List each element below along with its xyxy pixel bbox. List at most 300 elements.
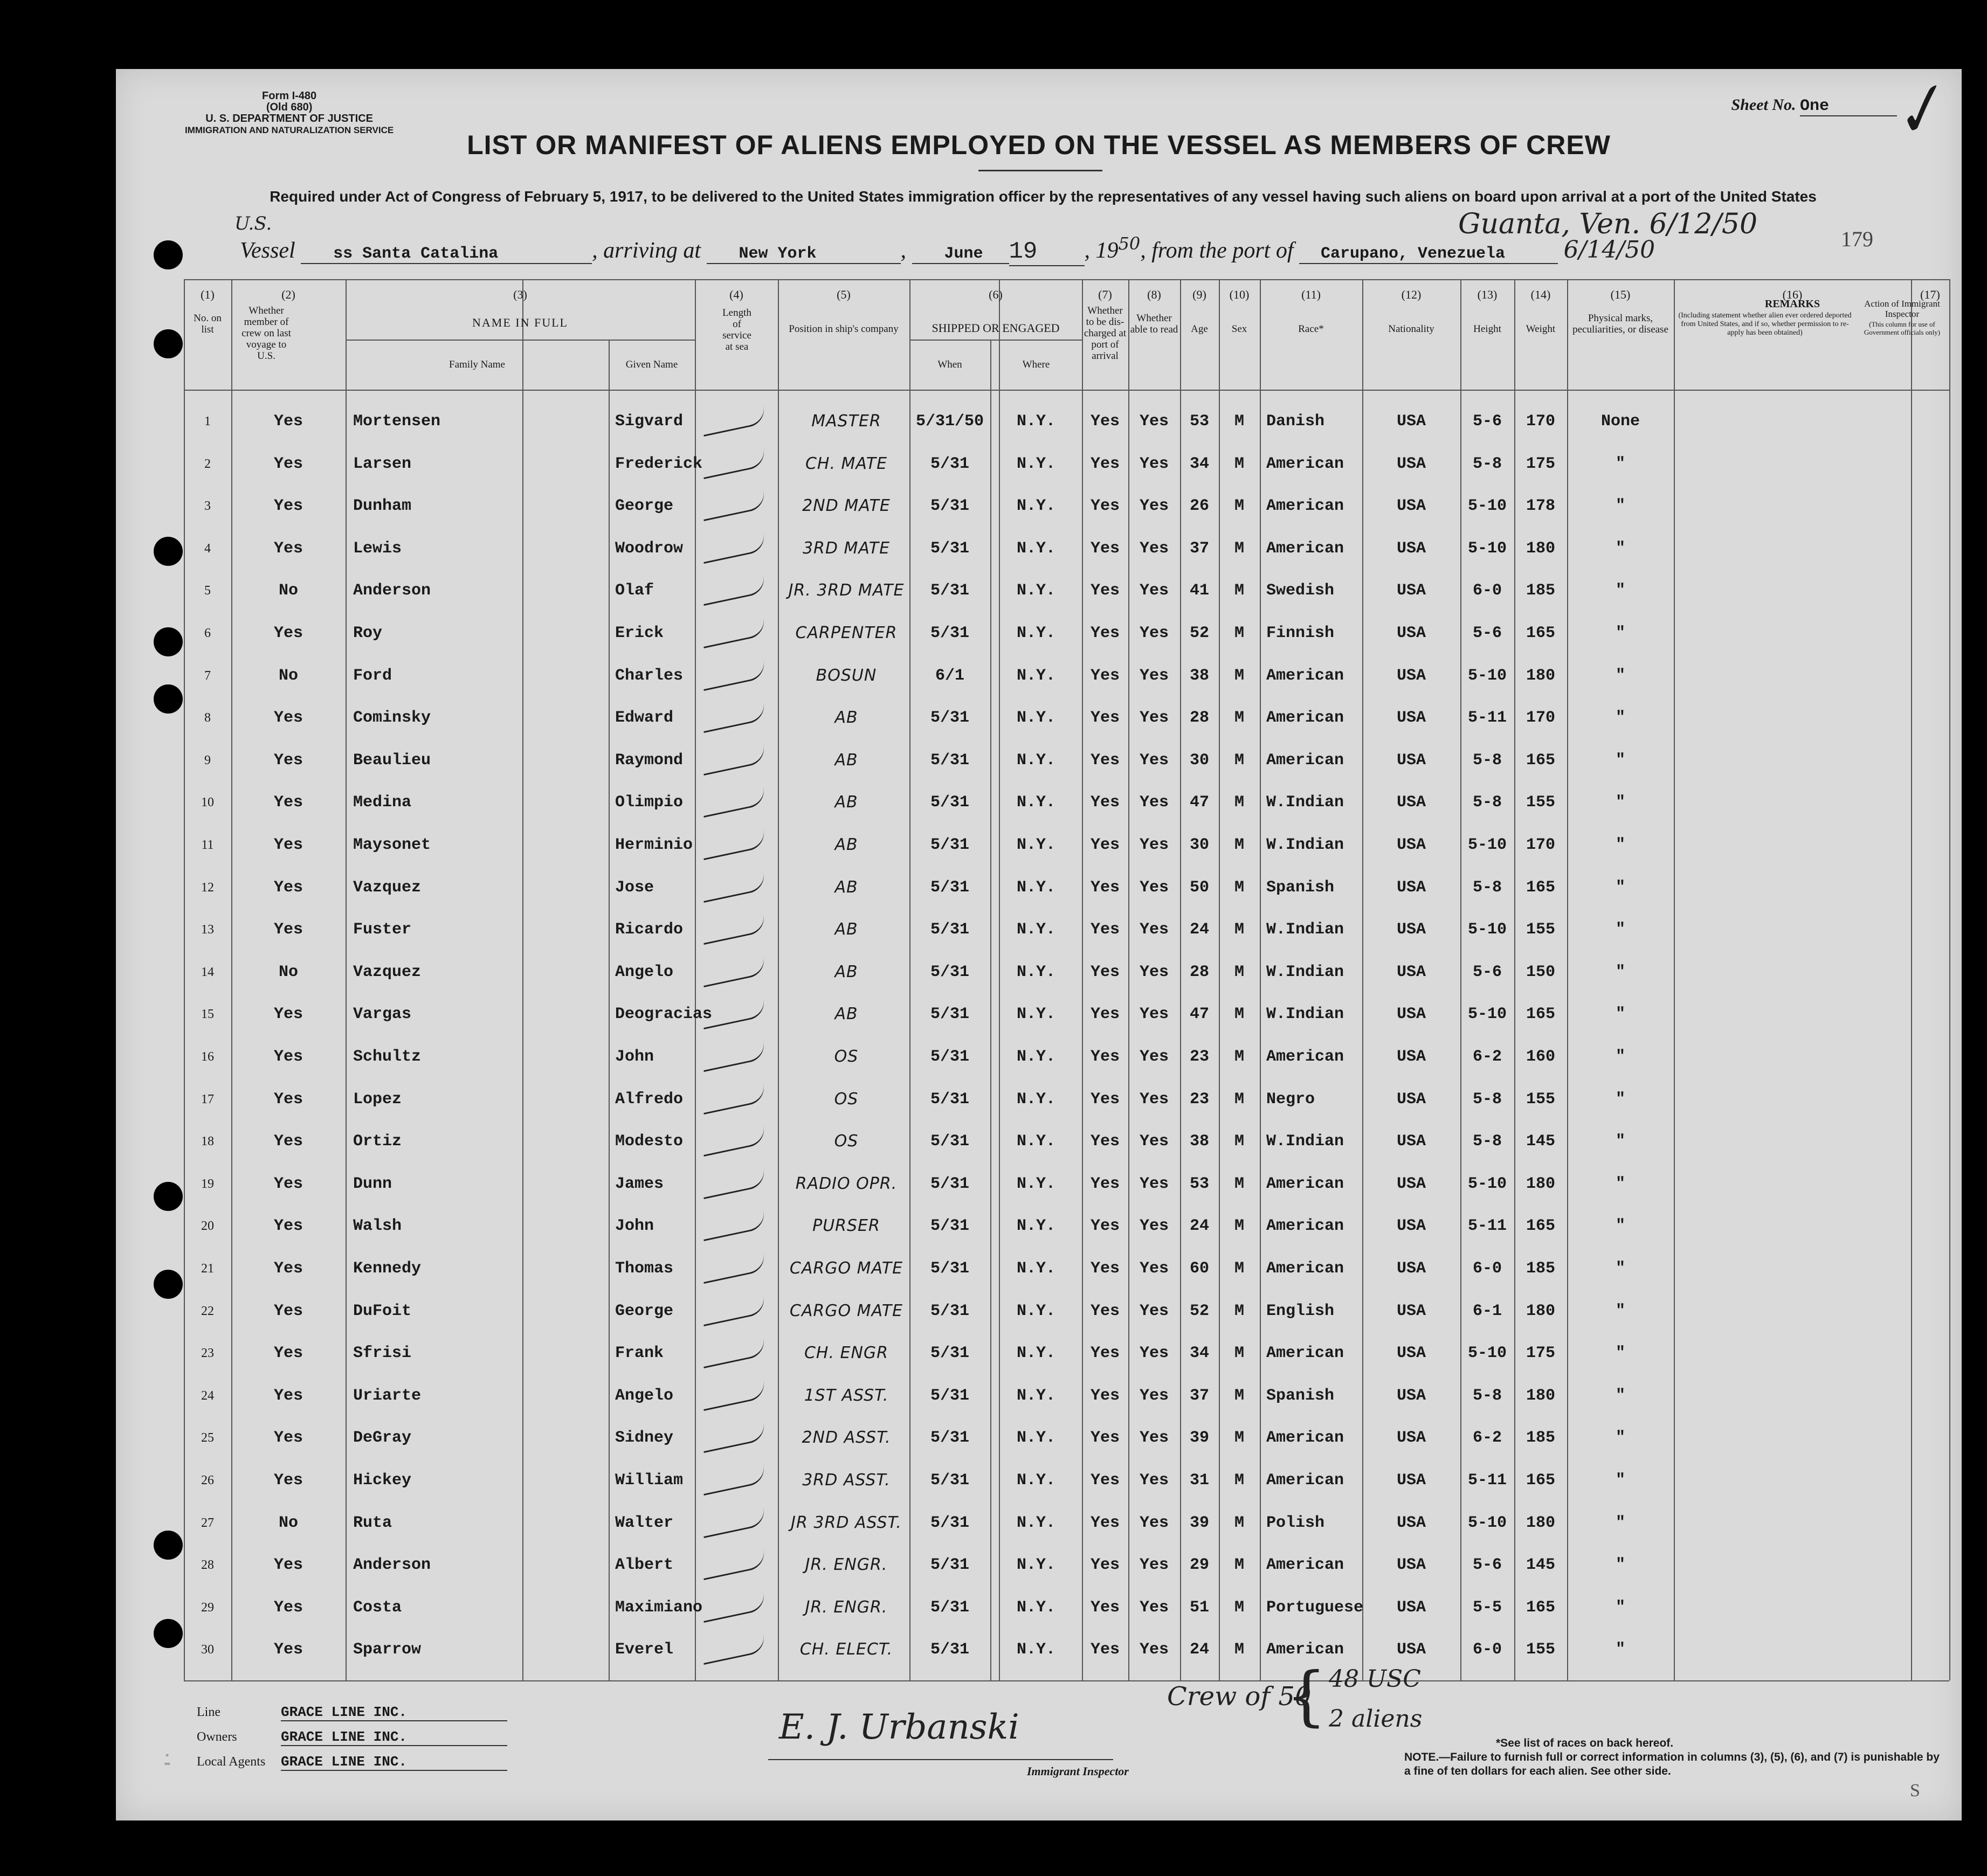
cell-nationality: USA <box>1396 1259 1426 1278</box>
cell-when: 5/31 <box>930 454 969 473</box>
table-row <box>184 612 1949 654</box>
cell-no: 4 <box>204 541 211 556</box>
cell-given: Frederick <box>615 454 703 473</box>
cell-weight: 175 <box>1526 454 1555 473</box>
cell-no: 29 <box>201 1600 214 1615</box>
table-header-rule <box>184 390 1949 391</box>
vessel-line: U.S. Vessel ss Santa Catalina , arriving at New York , June 19 , $19^{50}$, from the port of Carupano, Venezuela 6/14/50 <box>234 213 1655 265</box>
page-subtitle: Required under Act of Congress of February 5, 1917, to be delivered to the United States immigration officer by the representatives of any vessel having such aliens on board upon arrival at a port of the United States <box>270 188 1817 205</box>
cell-given: William <box>615 1471 684 1490</box>
cell-nationality: USA <box>1396 666 1426 685</box>
cell-when: 5/31 <box>930 497 969 516</box>
footer-owners <box>197 1729 507 1746</box>
cell-member: Yes <box>273 878 303 897</box>
cell-given: James <box>615 1174 664 1193</box>
cell-weight: 145 <box>1526 1556 1555 1575</box>
form-number: Form I-480 <box>262 90 317 102</box>
table-row <box>184 1629 1949 1671</box>
cell-member: Yes <box>273 1217 303 1236</box>
cell-height: 5-8 <box>1472 793 1502 812</box>
cell-sex: M <box>1234 1259 1244 1278</box>
table-row <box>184 1417 1949 1459</box>
cell-age: 51 <box>1189 1598 1209 1617</box>
cell-height: 6-2 <box>1472 1429 1502 1448</box>
cell-discharged: Yes <box>1090 793 1120 812</box>
cell-read: Yes <box>1139 1302 1169 1320</box>
cell-weight: 165 <box>1526 1005 1555 1024</box>
cell-discharged: Yes <box>1090 1598 1120 1617</box>
cell-member: Yes <box>273 1259 303 1278</box>
cell-member: Yes <box>273 1429 303 1448</box>
cell-when: 5/31 <box>930 709 969 728</box>
cell-height: 5-10 <box>1467 836 1507 854</box>
cell-weight: 170 <box>1526 836 1555 854</box>
cell-read: Yes <box>1139 624 1169 642</box>
cell-sex: M <box>1234 582 1244 600</box>
year-suffix: 50 <box>1118 233 1141 254</box>
cell-discharged: Yes <box>1090 1259 1120 1278</box>
table-row <box>184 1036 1949 1078</box>
service-tick-mark <box>700 1380 767 1411</box>
cell-physical: " <box>1615 1174 1625 1193</box>
cell-race: American <box>1266 497 1344 516</box>
cell-read: Yes <box>1139 1005 1169 1024</box>
table-row <box>184 739 1949 781</box>
cell-age: 24 <box>1189 1640 1209 1659</box>
cell-sex: M <box>1234 1471 1244 1490</box>
cell-physical: " <box>1615 1048 1625 1066</box>
cell-family: Vazquez <box>353 878 422 897</box>
cell-discharged: Yes <box>1090 836 1120 854</box>
cell-position: 3RD ASST. <box>802 1471 891 1490</box>
cell-sex: M <box>1234 539 1244 558</box>
cell-no: 27 <box>201 1515 214 1530</box>
punch-hole <box>154 537 183 566</box>
cell-where: N.Y. <box>1016 751 1055 770</box>
cell-physical: None <box>1600 412 1640 431</box>
cell-age: 52 <box>1189 624 1209 642</box>
header-when: When <box>937 359 962 370</box>
cell-height: 5-8 <box>1472 454 1502 473</box>
penalty-note: NOTE.—Failure to furnish full or correct information in columns (3), (5), (6), and (7) is punishable by a fine of ten dollars for each alien. See other side. <box>1404 1751 1940 1777</box>
cell-no: 2 <box>204 456 211 471</box>
col-number: (6) <box>989 288 1003 301</box>
cell-discharged: Yes <box>1090 1302 1120 1320</box>
cell-weight: 150 <box>1526 963 1555 981</box>
header-where: Where <box>1022 359 1050 370</box>
cell-given: Erick <box>615 624 664 642</box>
cell-given: Modesto <box>615 1132 684 1151</box>
col-number: (2) <box>281 288 295 301</box>
cell-position: MASTER <box>811 412 881 431</box>
cell-height: 5-10 <box>1467 1344 1507 1363</box>
cell-height: 6-0 <box>1472 582 1502 600</box>
cell-discharged: Yes <box>1090 878 1120 897</box>
cell-position: AB <box>834 1005 858 1024</box>
header-discharged: Whether to be dis-charged at port of arrival <box>1084 305 1127 362</box>
cell-read: Yes <box>1139 454 1169 473</box>
table-row <box>184 485 1949 527</box>
cell-family: Ruta <box>353 1513 392 1532</box>
cell-weight: 185 <box>1526 582 1555 600</box>
table-row <box>184 867 1949 909</box>
cell-height: 5-6 <box>1472 624 1502 642</box>
col-number: (4) <box>729 288 743 301</box>
cell-sex: M <box>1234 1217 1244 1236</box>
cell-no: 14 <box>201 965 214 979</box>
cell-age: 47 <box>1189 1005 1209 1024</box>
cell-position: CH. ELECT. <box>799 1640 893 1659</box>
cell-when: 5/31 <box>930 1005 969 1024</box>
arrival-month: June <box>912 245 1009 264</box>
cell-member: No <box>278 1513 298 1532</box>
cell-age: 23 <box>1189 1048 1209 1066</box>
cell-weight: 145 <box>1526 1132 1555 1151</box>
crew-aliens: 2 aliens <box>1329 1705 1423 1733</box>
table-row <box>184 528 1949 570</box>
cell-age: 60 <box>1189 1259 1209 1278</box>
cell-discharged: Yes <box>1090 1471 1120 1490</box>
vessel-name: ss Santa Catalina <box>301 245 592 264</box>
cell-family: Dunham <box>353 497 412 516</box>
cell-family: Medina <box>353 793 412 812</box>
cell-read: Yes <box>1139 1513 1169 1532</box>
header-whether-member: Whether member of crew on last voyage to U.S. <box>242 305 291 362</box>
table-row <box>184 570 1949 612</box>
cell-read: Yes <box>1139 1090 1169 1109</box>
cell-race: American <box>1266 1217 1344 1236</box>
service-tick-mark <box>700 1041 767 1072</box>
cell-member: Yes <box>273 1556 303 1575</box>
cell-given: Thomas <box>615 1259 674 1278</box>
cell-race: American <box>1266 1429 1344 1448</box>
service-tick-mark <box>700 533 767 564</box>
header-given-name: Given Name <box>625 359 678 370</box>
service-tick-mark <box>700 490 767 521</box>
cell-family: DuFoit <box>353 1302 412 1320</box>
cell-discharged: Yes <box>1090 1217 1120 1236</box>
cell-family: Hickey <box>353 1471 412 1490</box>
owners-value: GRACE LINE INC. <box>281 1729 507 1746</box>
crew-table <box>184 279 1949 1680</box>
cell-discharged: Yes <box>1090 1090 1120 1109</box>
cell-member: Yes <box>273 793 303 812</box>
cell-age: 41 <box>1189 582 1209 600</box>
cell-given: Sigvard <box>615 412 684 431</box>
cell-member: Yes <box>273 539 303 558</box>
cell-discharged: Yes <box>1090 412 1120 431</box>
table-row <box>184 400 1949 442</box>
cell-age: 30 <box>1189 751 1209 770</box>
cell-discharged: Yes <box>1090 624 1120 642</box>
from-date: 6/14/50 <box>1563 236 1655 264</box>
cell-given: Maximiano <box>615 1598 703 1617</box>
cell-height: 5-6 <box>1472 412 1502 431</box>
cell-no: 18 <box>201 1134 214 1149</box>
cell-weight: 170 <box>1526 709 1555 728</box>
cell-sex: M <box>1234 1640 1244 1659</box>
cell-height: 5-10 <box>1467 497 1507 516</box>
cell-race: American <box>1266 1640 1344 1659</box>
cell-position: CARPENTER <box>795 624 898 642</box>
cell-age: 24 <box>1189 920 1209 939</box>
cell-race: Danish <box>1266 412 1325 431</box>
cell-age: 53 <box>1189 412 1209 431</box>
cell-when: 5/31 <box>930 1429 969 1448</box>
table-row <box>184 1120 1949 1162</box>
table-row <box>184 1163 1949 1205</box>
cell-nationality: USA <box>1396 454 1426 473</box>
col-number: (12) <box>1401 288 1422 301</box>
cell-race: American <box>1266 1259 1344 1278</box>
table-row <box>184 1332 1949 1374</box>
cell-read: Yes <box>1139 1259 1169 1278</box>
cell-family: Mortensen <box>353 412 441 431</box>
service-tick-mark <box>700 1634 767 1665</box>
cell-nationality: USA <box>1396 1344 1426 1363</box>
corner-mark: S <box>1910 1781 1920 1801</box>
cell-when: 5/31 <box>930 1174 969 1193</box>
cell-position: AB <box>834 708 858 728</box>
cell-height: 6-0 <box>1472 1640 1502 1659</box>
cell-where: N.Y. <box>1016 963 1055 981</box>
cell-weight: 155 <box>1526 1090 1555 1109</box>
col-number: (9) <box>1192 288 1206 301</box>
cell-where: N.Y. <box>1016 793 1055 812</box>
cell-weight: 185 <box>1526 1259 1555 1278</box>
header-position: Position in ship's company <box>789 323 899 335</box>
cell-when: 5/31 <box>930 1090 969 1109</box>
cell-read: Yes <box>1139 1556 1169 1575</box>
sheet-label: Sheet No. <box>1731 96 1796 114</box>
printer-mark: ▫ ▫▫ <box>164 1750 170 1768</box>
cell-physical: " <box>1615 1302 1625 1320</box>
cell-family: Cominsky <box>353 709 431 728</box>
service-tick-mark <box>700 745 767 776</box>
cell-race: American <box>1266 1556 1344 1575</box>
cell-where: N.Y. <box>1016 1513 1055 1532</box>
cell-position: AB <box>834 750 858 770</box>
cell-read: Yes <box>1139 1132 1169 1151</box>
cell-position: AB <box>834 962 858 981</box>
cell-position: BOSUN <box>816 666 877 685</box>
col-number: (3) <box>513 288 527 301</box>
cell-member: Yes <box>273 497 303 516</box>
service-tick-mark <box>700 1253 767 1284</box>
cell-discharged: Yes <box>1090 1429 1120 1448</box>
table-row <box>184 993 1949 1035</box>
table-row <box>184 443 1949 485</box>
cell-member: Yes <box>273 1174 303 1193</box>
page-title: LIST OR MANIFEST OF ALIENS EMPLOYED ON THE VESSEL AS MEMBERS OF CREW <box>467 130 1611 160</box>
col-number: (1) <box>201 288 215 301</box>
punch-hole <box>154 1531 183 1560</box>
table-top-rule <box>184 279 1949 280</box>
cell-sex: M <box>1234 1429 1244 1448</box>
shipped-subrule <box>909 340 1082 341</box>
cell-given: Sidney <box>615 1429 674 1448</box>
crew-note: Crew of 50 <box>1167 1681 1312 1712</box>
cell-read: Yes <box>1139 666 1169 685</box>
table-row <box>184 1587 1949 1629</box>
cell-no: 22 <box>201 1304 214 1318</box>
cell-sex: M <box>1234 1556 1244 1575</box>
cell-discharged: Yes <box>1090 1174 1120 1193</box>
cell-height: 6-2 <box>1472 1048 1502 1066</box>
header-no-on-list: No. on list <box>194 313 222 335</box>
cell-when: 5/31 <box>930 1344 969 1363</box>
service-tick-mark <box>700 406 767 437</box>
title-underline <box>978 170 1102 171</box>
cell-when: 5/31/50 <box>915 412 984 431</box>
cell-family: Uriarte <box>353 1386 422 1405</box>
cell-height: 5-10 <box>1467 920 1507 939</box>
cell-discharged: Yes <box>1090 751 1120 770</box>
col-number: (8) <box>1147 288 1161 301</box>
header-remarks: REMARKS <box>1764 298 1820 310</box>
cell-member: No <box>278 582 298 600</box>
cell-given: Jose <box>615 878 654 897</box>
cell-discharged: Yes <box>1090 1640 1120 1659</box>
header-height: Height <box>1473 323 1501 335</box>
footer-line <box>197 1704 507 1721</box>
cell-position: AB <box>834 835 858 854</box>
cell-weight: 165 <box>1526 1471 1555 1490</box>
cell-when: 5/31 <box>930 1259 969 1278</box>
cell-given: Olaf <box>615 582 654 600</box>
cell-family: Kennedy <box>353 1259 422 1278</box>
cell-weight: 165 <box>1526 624 1555 642</box>
cell-nationality: USA <box>1396 1513 1426 1532</box>
inspector-signature: E. J. Urbanski <box>779 1707 1019 1747</box>
cell-discharged: Yes <box>1090 1556 1120 1575</box>
service-tick-mark <box>700 702 767 733</box>
cell-physical: " <box>1615 666 1625 685</box>
cell-nationality: USA <box>1396 582 1426 600</box>
col-number: (15) <box>1610 288 1631 301</box>
cell-physical: " <box>1615 1005 1625 1024</box>
cell-discharged: Yes <box>1090 1005 1120 1024</box>
col-number: (7) <box>1098 288 1112 301</box>
cell-physical: " <box>1615 1513 1625 1532</box>
cell-member: Yes <box>273 1090 303 1109</box>
cell-weight: 180 <box>1526 1513 1555 1532</box>
cell-given: Walter <box>615 1513 674 1532</box>
service-tick-mark <box>700 787 767 818</box>
cell-age: 37 <box>1189 1386 1209 1405</box>
cell-read: Yes <box>1139 836 1169 854</box>
cell-height: 5-11 <box>1467 1217 1507 1236</box>
col-number: (13) <box>1477 288 1498 301</box>
cell-family: Dunn <box>353 1174 392 1193</box>
cell-position: CARGO MATE <box>789 1259 903 1278</box>
cell-where: N.Y. <box>1016 878 1055 897</box>
service-tick-mark <box>700 660 767 690</box>
cell-read: Yes <box>1139 920 1169 939</box>
cell-height: 5-6 <box>1472 963 1502 981</box>
cell-nationality: USA <box>1396 709 1426 728</box>
cell-height: 5-10 <box>1467 1513 1507 1532</box>
header-remarks-note: (Including statement whether alien ever ordered deported from United States, and if so, whether permission to re-apply has been obtained) <box>1678 311 1852 337</box>
cell-discharged: Yes <box>1090 1386 1120 1405</box>
cell-height: 5-11 <box>1467 709 1507 728</box>
service-tick-mark <box>700 1549 767 1580</box>
cell-age: 38 <box>1189 1132 1209 1151</box>
table-row <box>184 1502 1949 1544</box>
header-action: Action of Immigrant Inspector <box>1864 299 1940 319</box>
cell-no: 7 <box>204 668 211 683</box>
cell-discharged: Yes <box>1090 1132 1120 1151</box>
cell-member: Yes <box>273 1344 303 1363</box>
cell-physical: " <box>1615 878 1625 897</box>
cell-sex: M <box>1234 1048 1244 1066</box>
cell-family: Schultz <box>353 1048 422 1066</box>
punch-hole <box>154 684 183 714</box>
cell-sex: M <box>1234 1090 1244 1109</box>
cell-when: 5/31 <box>930 1471 969 1490</box>
cell-sex: M <box>1234 963 1244 981</box>
cell-nationality: USA <box>1396 793 1426 812</box>
cell-family: Roy <box>353 624 383 642</box>
form-department: U. S. DEPARTMENT OF JUSTICE <box>205 113 373 124</box>
cell-height: 6-1 <box>1472 1302 1502 1320</box>
col-number: (17) <box>1920 288 1940 301</box>
cell-sex: M <box>1234 878 1244 897</box>
cell-physical: " <box>1615 624 1625 642</box>
cell-where: N.Y. <box>1016 666 1055 685</box>
cell-where: N.Y. <box>1016 1132 1055 1151</box>
cell-read: Yes <box>1139 539 1169 558</box>
sheet-number <box>1731 96 1898 116</box>
service-tick-mark <box>700 957 767 987</box>
table-row <box>184 655 1949 697</box>
cell-when: 5/31 <box>930 1132 969 1151</box>
crew-usc: 48 USC <box>1329 1665 1421 1693</box>
cell-nationality: USA <box>1396 836 1426 854</box>
cell-where: N.Y. <box>1016 1640 1055 1659</box>
cell-family: Maysonet <box>353 836 431 854</box>
cell-no: 19 <box>201 1176 214 1191</box>
cell-where: N.Y. <box>1016 1429 1055 1448</box>
cell-position: OS <box>834 1132 859 1151</box>
service-tick-mark <box>700 1210 767 1241</box>
cell-no: 5 <box>204 584 211 598</box>
cell-member: Yes <box>273 1598 303 1617</box>
cell-member: Yes <box>273 1048 303 1066</box>
cell-no: 30 <box>201 1643 214 1657</box>
cell-family: Fuster <box>353 920 412 939</box>
header-action-note: (This column for use of Government officials only) <box>1864 320 1941 336</box>
cell-race: American <box>1266 454 1344 473</box>
cell-weight: 155 <box>1526 1640 1555 1659</box>
service-tick-mark <box>700 914 767 945</box>
cell-weight: 185 <box>1526 1429 1555 1448</box>
crew-brace: { <box>1286 1659 1327 1734</box>
agents-label: Local Agents <box>197 1755 266 1769</box>
cell-family: Beaulieu <box>353 751 431 770</box>
cell-where: N.Y. <box>1016 412 1055 431</box>
stamp-number: 179 <box>1841 227 1873 251</box>
cell-physical: " <box>1615 1598 1625 1617</box>
cell-physical: " <box>1615 1471 1625 1490</box>
cell-nationality: USA <box>1396 1048 1426 1066</box>
cell-read: Yes <box>1139 878 1169 897</box>
table-row <box>184 1290 1949 1332</box>
footer-agents <box>197 1754 507 1771</box>
cell-age: 39 <box>1189 1429 1209 1448</box>
cell-position: PURSER <box>812 1216 880 1236</box>
cell-no: 10 <box>201 795 214 810</box>
